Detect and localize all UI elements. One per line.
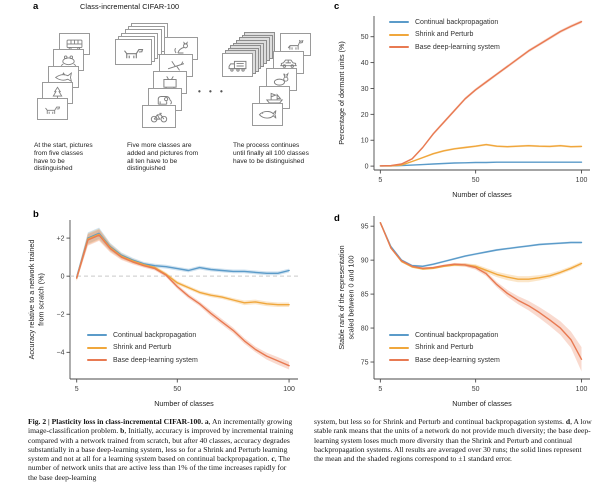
caption-segment: Fig. 2 | Plasticity loss in class-incremental CIFAR-100. [28, 417, 205, 426]
y-tick-label: 80 [360, 325, 369, 333]
caption-segment: , An incrementally growing image-classification problem. [28, 417, 293, 436]
legend-line-swatch [389, 34, 409, 36]
panel-label-c: c [334, 1, 340, 12]
x-tick-label: 50 [471, 386, 480, 393]
chart-c-legend [389, 18, 500, 51]
panel-a-title: Class-incremental CIFAR-100 [80, 2, 180, 11]
ellipsis-dots: • • • [198, 87, 226, 96]
x-axis-label: Number of classes [452, 399, 512, 408]
panel-a-caption-3: The process continues until finally all 100 classes have to be distinguished [233, 142, 309, 165]
y-tick-label: +2 [56, 235, 65, 243]
y-axis-label: scaled between 0 and 100 [346, 255, 356, 340]
chart-d-legend [389, 331, 500, 364]
x-tick-label: 50 [471, 177, 480, 184]
legend-item [389, 43, 500, 51]
card-bicycle [142, 105, 176, 128]
panel-label-d: d [334, 213, 340, 224]
caption-column-right [314, 417, 592, 463]
dog-icon [41, 102, 64, 116]
card-dog [115, 39, 152, 65]
x-tick-label: 50 [173, 386, 182, 393]
legend-item [87, 356, 198, 364]
caption-column-left [28, 417, 296, 482]
chart-svg-d [330, 206, 606, 411]
caption-segment: b [120, 426, 125, 436]
y-tick-label: −4 [56, 349, 65, 357]
x-axis-label: Number of classes [452, 190, 512, 199]
x-tick-label: 100 [575, 177, 588, 184]
legend-label: Continual backpropagation [113, 331, 197, 339]
series-band [380, 222, 581, 267]
y-axis-label: Accuracy relative to a network trained [27, 239, 36, 360]
legend-line-swatch [87, 359, 107, 361]
whale-icon [256, 107, 279, 122]
legend-line-swatch [87, 334, 107, 336]
y-tick-label: 85 [360, 291, 369, 299]
panel-a-diagram [0, 0, 322, 205]
caption-segment: d [565, 417, 571, 426]
y-tick-label: 10 [360, 137, 369, 145]
legend-line-swatch [87, 347, 107, 349]
panel-a-caption-1: At the start, pictures from five classes have to be distinguished [34, 142, 93, 173]
legend-item [87, 331, 198, 339]
y-tick-label: 0 [364, 163, 369, 171]
legend-label: Continual backpropagation [415, 331, 499, 339]
caption-segment: , Initially, accuracy is improved by incremental training compared with a network trained from scratch, but after 40 classes, accuracy degrades substantially in a base deep-learning system, less so for a Shrink and Perturb learning system and not at all for a learning system based on continual backpropagation. [28, 426, 294, 464]
caption-segment: a [204, 417, 209, 426]
x-tick-label: 100 [283, 386, 295, 393]
x-tick-label: 5 [378, 177, 383, 184]
bicycle-icon [146, 109, 172, 124]
y-tick-label: 40 [360, 59, 369, 67]
caption-segment: , A low stable rank means that the units of a network do not provide much diversity; the base deep-learning system loses much more diversity than the Shrink and Perturb and continual backpropagation systems. All results are averaged over 30 runs; the solid lines represent the mean and the shaded regions correspond to ±1 standard error. [314, 417, 592, 464]
y-axis-label: from scratch (%) [36, 273, 46, 326]
chart-panel-c [330, 2, 606, 202]
legend-line-swatch [389, 21, 409, 23]
caption-segment: , The number of network units that are active less than 1% of the time increases rapidly for the base deep-learning [28, 454, 291, 482]
x-tick-label: 100 [575, 386, 588, 393]
y-axis-label: Stable rank of the representation [337, 245, 346, 350]
chart-panel-d [330, 206, 606, 411]
y-tick-label: 90 [360, 257, 369, 265]
panel-a-caption-2: Five more classes are added and pictures from all ten have to be distinguished [127, 142, 199, 173]
legend-label: Base deep-learning system [415, 356, 500, 364]
legend-label: Shrink and Perturb [113, 344, 172, 351]
dog-icon [119, 43, 148, 61]
y-tick-label: 20 [360, 111, 369, 119]
chart-panel-b [20, 206, 312, 411]
y-axis-label: Percentage of dormant units (%) [337, 41, 346, 145]
legend-item [389, 18, 500, 26]
legend-line-swatch [389, 347, 409, 349]
panel-label-a: a [33, 1, 39, 12]
x-tick-label: 5 [378, 386, 383, 393]
y-tick-label: 30 [360, 85, 369, 93]
figure-caption [0, 417, 610, 500]
y-tick-label: 0 [60, 273, 65, 281]
legend-label: Shrink and Perturb [415, 31, 474, 38]
card-truck [222, 53, 253, 77]
legend-line-swatch [389, 334, 409, 336]
legend-line-swatch [389, 46, 409, 48]
y-tick-label: 75 [360, 359, 369, 367]
y-tick-label: 95 [360, 223, 369, 231]
y-tick-label: −2 [56, 311, 65, 319]
legend-item [389, 31, 500, 39]
legend-label: Base deep-learning system [415, 43, 500, 51]
x-axis-label: Number of classes [154, 399, 214, 408]
legend-item [389, 331, 500, 339]
chart-b-legend [87, 331, 198, 364]
legend-item [389, 344, 500, 352]
caption-segment: system, but less so for Shrink and Perturb and continual backpropagation systems. [314, 417, 566, 426]
legend-line-swatch [389, 359, 409, 361]
legend-item [87, 344, 198, 352]
caption-segment: c [271, 454, 275, 464]
legend-label: Continual backpropagation [415, 18, 499, 26]
card-whale [252, 103, 283, 126]
legend-label: Base deep-learning system [113, 356, 198, 364]
legend-item [389, 356, 500, 364]
panel-label-b: b [33, 209, 39, 220]
legend-label: Shrink and Perturb [415, 344, 474, 351]
chart-svg-b [20, 206, 312, 411]
card-dog [37, 98, 68, 120]
truck-icon [226, 57, 249, 73]
y-tick-label: 50 [360, 34, 369, 42]
x-tick-label: 5 [74, 386, 79, 393]
